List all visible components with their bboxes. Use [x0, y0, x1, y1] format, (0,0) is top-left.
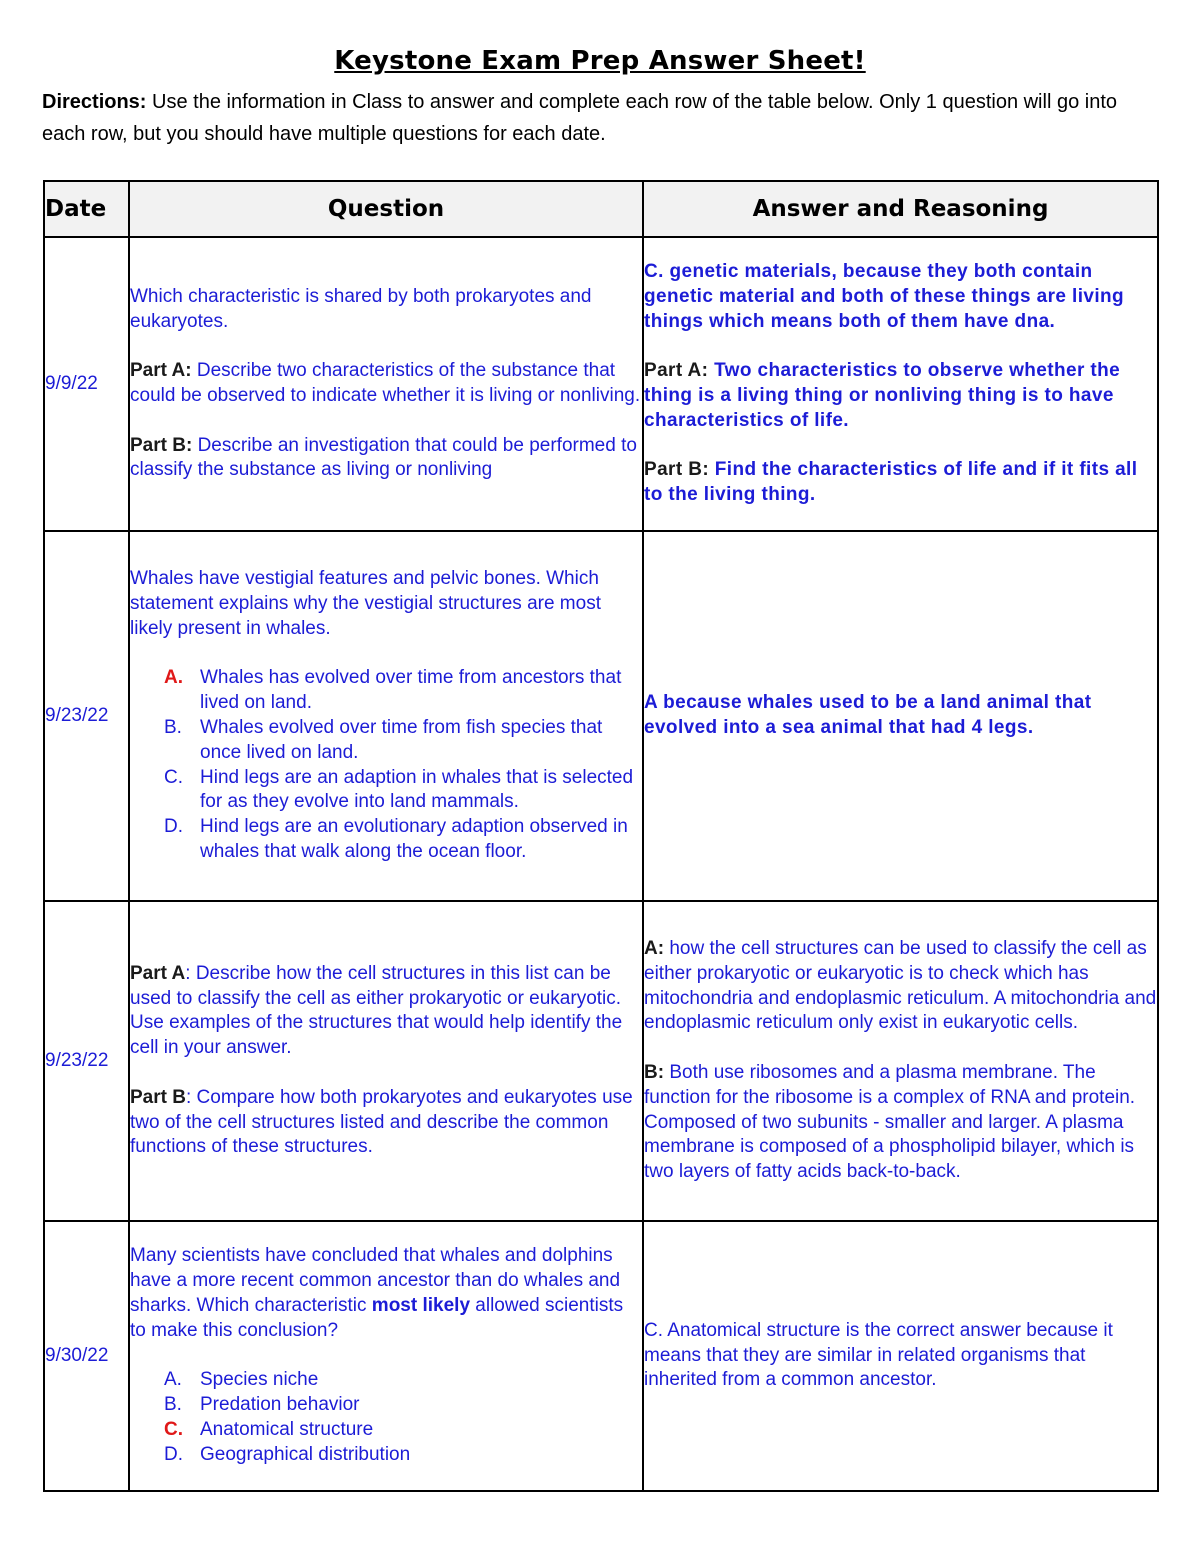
part-a-text: : Describe how the cell structures in this list can be used to classify the cell as either prokaryotic or eukaryotic. Use examples of the structures that would help identify the cell in your answer. [130, 962, 623, 1059]
answer-part-a-label: A: [644, 938, 665, 960]
option-letter: B. [164, 1394, 182, 1416]
option-text: Species niche [200, 1369, 319, 1391]
question-cell [129, 237, 643, 531]
part-b-label: Part B [130, 1086, 186, 1108]
option-text: Predation behavior [200, 1394, 360, 1416]
directions-text: Use the information in Class to answer and complete each row of the table below. Only 1 question will go into each row, but you should have multiple questions for each date. [42, 91, 1117, 145]
option-text: Geographical distribution [200, 1443, 411, 1465]
question-intro-emphasis: most likely [371, 1295, 471, 1316]
answer-options [130, 1368, 642, 1467]
option-letter: A. [164, 1369, 182, 1391]
question-intro-before: Many scientists have concluded that whales and dolphins have a more recent common ancestor than do whales and sharks. Which characteristic [130, 1245, 621, 1316]
option-letter: B. [164, 717, 182, 738]
option-c [164, 766, 642, 816]
answer-main: A because whales used to be a land animal that evolved into a sea animal that had 4 legs. [644, 692, 1092, 738]
option-d [164, 815, 642, 865]
question-part-a [130, 359, 642, 409]
option-text: Whales has evolved over time from ancestors that lived on land. [200, 667, 622, 714]
question-part-b [130, 434, 642, 484]
part-a-text: Describe two characteristics of the substance that could be observed to indicate whether it is living or nonliving. [130, 360, 641, 406]
answer-table [43, 180, 1159, 1492]
question-cell [129, 901, 643, 1221]
answer-cell [643, 1221, 1158, 1491]
answer-part-a-text: Two characteristics to observe whether the thing is a living thing or nonliving thing is to have characteristics of life. [644, 360, 1121, 431]
question-part-a [130, 962, 642, 1061]
option-letter: A. [164, 667, 183, 689]
question-intro-after: allowed scientists to make this conclusion? [130, 1295, 624, 1341]
option-text: Hind legs are an evolutionary adaption observed in whales that walk along the ocean floor. [200, 816, 628, 862]
header-answer: Answer and Reasoning [643, 181, 1158, 237]
answer-main: C. genetic materials, because they both contain genetic material and both of these things are living things which means both of them have dna. [644, 261, 1125, 332]
option-text: Whales evolved over time from fish species that once lived on land. [200, 717, 603, 763]
question-cell [129, 531, 643, 901]
table-row [44, 901, 1158, 1221]
answer-part-a-label: Part A: [644, 360, 709, 382]
part-a-label: Part A: [130, 360, 192, 382]
table-row [44, 237, 1158, 531]
answer-part-b [644, 1061, 1157, 1185]
table-row [44, 531, 1158, 901]
page-title: Keystone Exam Prep Answer Sheet! [334, 46, 866, 76]
table-row [44, 1221, 1158, 1491]
header-date: Date [44, 181, 129, 237]
row-date: 9/23/22 [44, 901, 129, 1221]
table-header-row [44, 181, 1158, 237]
option-d [164, 1443, 642, 1468]
part-a-label: Part A [130, 962, 186, 984]
answer-part-a [644, 937, 1157, 1036]
row-date: 9/30/22 [44, 1221, 129, 1491]
option-text: Anatomical structure [200, 1418, 374, 1440]
directions [42, 86, 1162, 150]
question-cell [129, 1221, 643, 1491]
option-a [164, 666, 642, 716]
answer-part-b [644, 458, 1157, 508]
option-letter: C. [164, 1418, 183, 1440]
question-part-b [130, 1086, 642, 1160]
row-date: 9/23/22 [44, 531, 129, 901]
answer-part-b-text: Find the characteristics of life and if it fits all to the living thing. [644, 459, 1138, 506]
header-question: Question [129, 181, 643, 237]
question-intro [130, 1244, 642, 1343]
option-a [164, 1368, 642, 1393]
row-date: 9/9/22 [44, 237, 129, 531]
question-intro: Whales have vestigial features and pelvic bones. Which statement explains why the vestigial structures are most likely present in whales. [130, 568, 601, 639]
answer-part-b-label: Part B: [644, 459, 710, 481]
question-intro: Which characteristic is shared by both prokaryotes and eukaryotes. [130, 285, 592, 332]
option-b [164, 1393, 642, 1418]
option-letter: D. [164, 816, 183, 838]
answer-cell [643, 901, 1158, 1221]
answer-part-b-label: B: [644, 1062, 665, 1083]
option-letter: C. [164, 766, 183, 788]
directions-label: Directions: [42, 91, 147, 113]
option-text: Hind legs are an adaption in whales that is selected for as they evolve into land mammals. [200, 766, 634, 813]
option-c [164, 1418, 642, 1443]
part-b-text: : Compare how both prokaryotes and eukaryotes use two of the cell structures listed and describe the common functions of these structures. [130, 1086, 633, 1158]
answer-main: C. Anatomical structure is the correct answer because it means that they are similar in related organisms that inherited from a common ancestor. [644, 1319, 1113, 1391]
part-b-label: Part B: [130, 434, 193, 456]
answer-part-b-text: Both use ribosomes and a plasma membrane. The function for the ribosome is a complex of RNA and protein. Composed of two subunits - smaller and larger. A plasma membrane is composed of a phospholipid bilayer, which is two layers of fatty acids back-to-back. [644, 1062, 1136, 1183]
option-b [164, 716, 642, 766]
option-letter: D. [164, 1443, 183, 1465]
answer-options [130, 666, 642, 864]
part-b-text: Describe an investigation that could be performed to classify the substance as living or nonliving [130, 434, 637, 481]
answer-part-a [644, 359, 1157, 433]
answer-part-a-text: how the cell structures can be used to classify the cell as either prokaryotic or eukaryotic is to check which has mitochondria and endoplasmic reticulum. A mitochondria and endoplasmic reticulum only exist in eukaryotic cells. [644, 938, 1157, 1034]
answer-cell [643, 531, 1158, 901]
answer-cell [643, 237, 1158, 531]
